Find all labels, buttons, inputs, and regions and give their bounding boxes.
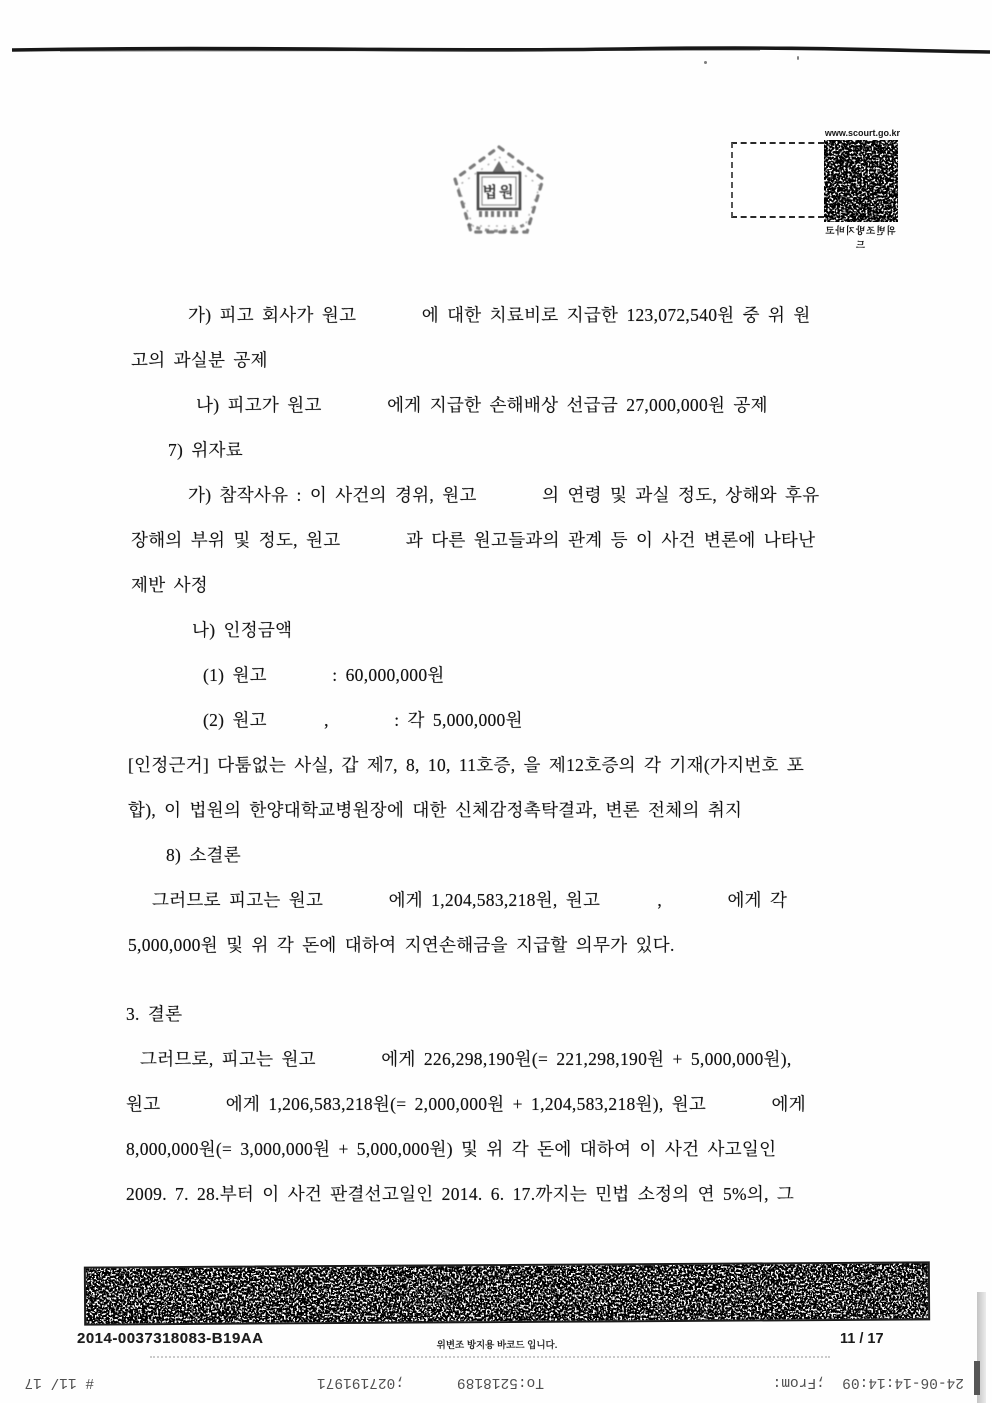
text-line: 합), 이 법원의 한양대학교병원장에 대한 신체감정촉탁결과, 변론 전체의 취지: [128, 800, 743, 820]
anti-forgery-barcode-band: [84, 1261, 930, 1325]
document-id: 2014-0037318083-B19AA: [77, 1330, 264, 1347]
fax-extra-number: ;027191971: [316, 1374, 404, 1390]
section-heading-line: 3. 결론: [126, 1004, 183, 1024]
text-line: 7) 위자료: [168, 440, 243, 460]
fax-to-number: To:5218189: [456, 1374, 544, 1390]
scan-edge-mark: [974, 1361, 980, 1395]
judgment-body: [0, 293, 992, 1217]
text-line: 고의 과실분 공제: [131, 350, 268, 370]
stamp-caption-mirrored: 위변조방지바코드: [824, 226, 896, 251]
text-line: [인정근거] 다툼없는 사실, 갑 제7, 8, 10, 11호증, 을 제12호증의 각 기재(가지번호 포: [128, 755, 805, 775]
seal-text: 법원: [482, 185, 516, 201]
text-line: 나) 피고가 원고 에게 지급한 손해배상 선급금 27,000,000원 공제: [196, 395, 768, 415]
court-seal: [448, 142, 550, 240]
scan-speck: [704, 61, 707, 64]
stamp-2d-barcode: [824, 140, 898, 222]
text-line: (1) 원고 : 60,000,000원: [203, 665, 445, 685]
stamp-blank-box: [731, 142, 824, 218]
page-indicator: 11 / 17: [840, 1331, 884, 1347]
text-line: 8,000,000원(= 3,000,000원 + 5,000,000원) 및 위 각 돈에 대하여 이 사건 사고일인: [126, 1139, 777, 1159]
scourt-url-label: www.scourt.go.kr: [824, 128, 900, 138]
fax-timestamp: 24-06-14:14:09: [842, 1374, 964, 1390]
barcode-note: 위변조 방지용 바코드 입니다.: [436, 1340, 558, 1351]
text-line: 8) 소결론: [166, 845, 241, 865]
scan-speck: [797, 56, 799, 60]
scan-artifact-dots: [150, 1356, 830, 1358]
text-line: 원고 에게 1,206,583,218원(= 2,000,000원 + 1,204,583,218원), 원고 에게: [126, 1094, 806, 1114]
text-line: 그러므로, 피고는 원고 에게 226,298,190원(= 221,298,190원 + 5,000,000원),: [140, 1049, 792, 1069]
fax-page-ref: # 11/ 17: [24, 1374, 94, 1390]
text-line: 그러므로 피고는 원고 에게 1,204,583,218원, 원고 , 에게 각: [152, 890, 788, 910]
text-line: 2009. 7. 28.부터 이 사건 판결선고일인 2014. 6. 17.까지는 민법 소정의 연 5%의, 그: [126, 1184, 795, 1204]
text-line: 장해의 부위 및 정도, 원고 과 다른 원고들과의 관계 등 이 사건 변론에 나타난: [131, 530, 816, 550]
text-line: 5,000,000원 및 위 각 돈에 대하여 지연손해금을 지급할 의무가 있다.: [128, 935, 675, 955]
text-line: (2) 원고 , : 각 5,000,000원: [203, 710, 523, 730]
text-line: 가) 참작사유 : 이 사건의 경위, 원고 의 연령 및 과실 정도, 상해와 후유: [188, 485, 820, 505]
fax-from-label: ;From:: [772, 1374, 825, 1390]
text-line: 가) 피고 회사가 원고 에 대한 치료비로 지급한 123,072,540원 중 위 원: [188, 305, 811, 325]
fax-header-line: [18, 1364, 974, 1390]
text-line: 나) 인정금액: [192, 620, 293, 640]
top-scan-line: [0, 42, 992, 58]
text-line: 제반 사정: [131, 575, 208, 595]
fax-timestamp-from: [773, 1374, 964, 1390]
